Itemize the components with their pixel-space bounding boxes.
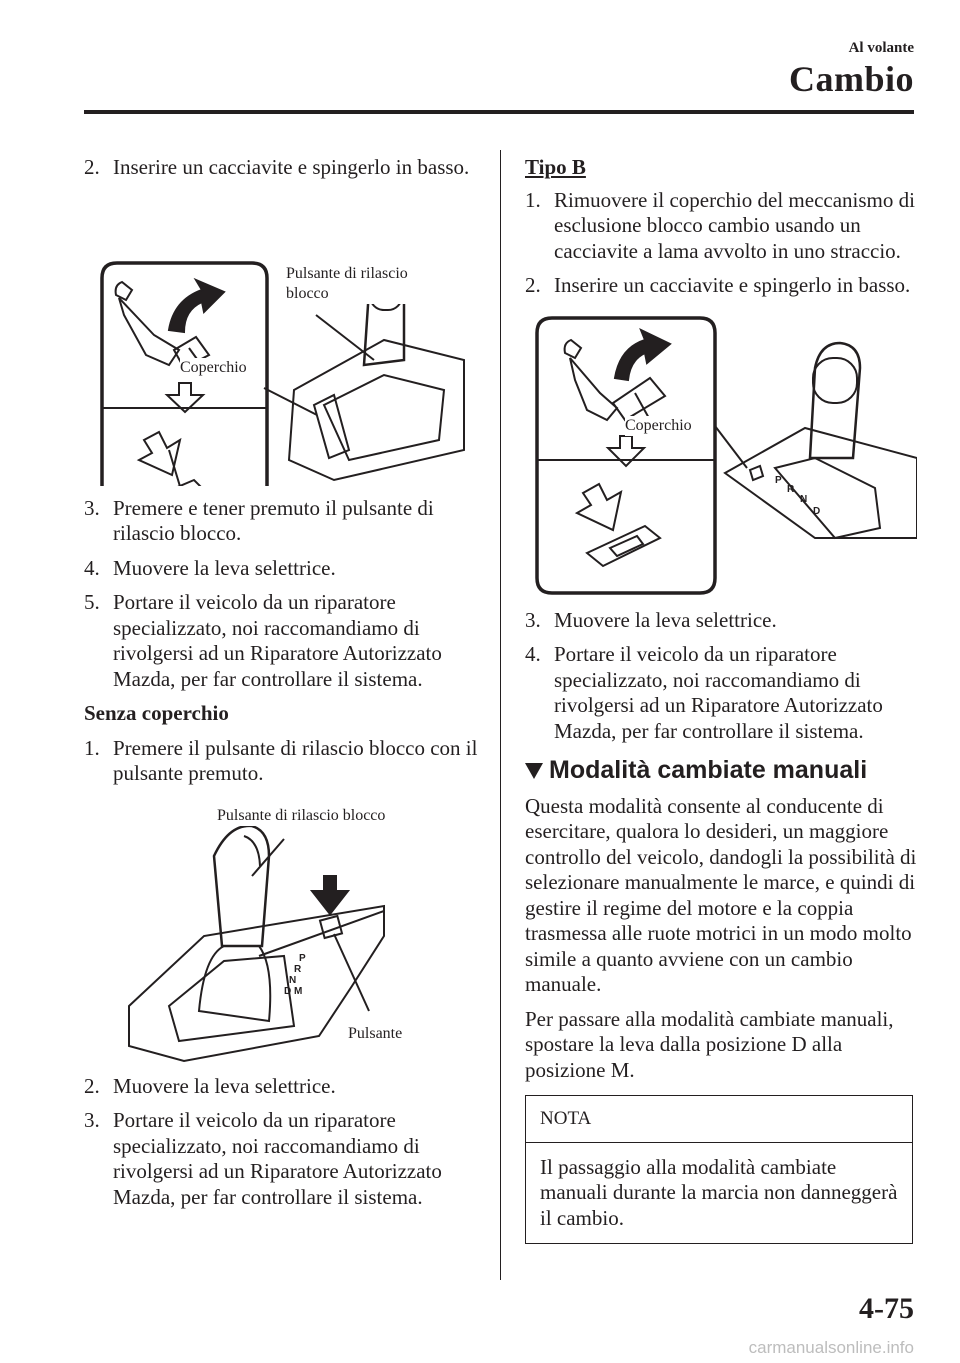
svg-text:N: N — [289, 974, 297, 986]
step-5-service — [84, 590, 480, 692]
step-number: 2. — [84, 1073, 100, 1098]
step-text: Muovere la leva selettrice. — [113, 1073, 336, 1098]
step-4-move-lever — [84, 556, 480, 582]
step-text: Portare il veicolo da un riparatore specializzato, noi raccomandiamo di rivolgersi ad un Riparatore Autorizzato Mazda, per far controllare il sistema. — [113, 1108, 442, 1209]
step-text: Muovere la leva selettrice. — [113, 555, 336, 580]
note-text: Il passaggio alla modalità cambiate manuali durante la marcia non danneggerà il cambio. — [540, 1154, 898, 1230]
step-number: 3. — [84, 495, 100, 520]
step-text: Portare il veicolo da un riparatore specializzato, noi raccomandiamo di rivolgersi ad un Riparatore Autorizzato Mazda, per far controllare il sistema. — [554, 642, 883, 743]
step-number: 3. — [84, 1108, 100, 1132]
step-number: 5. — [84, 590, 100, 614]
section-title: Modalità cambiate manuali — [549, 756, 868, 784]
figure-tipo-b-cover — [525, 308, 917, 598]
label-cover-tipo-b: Coperchio — [625, 416, 692, 434]
svg-text:R: R — [294, 963, 302, 975]
svg-text:P: P — [299, 952, 306, 964]
section-heading-manual-mode — [525, 758, 917, 784]
figure-shift-lock-cover — [84, 190, 480, 486]
figure-release-button — [84, 796, 480, 1064]
senza-step-2 — [84, 1074, 480, 1100]
step-number: 4. — [84, 555, 100, 580]
step-text: Inserire un cacciavite e spingerlo in basso. — [554, 273, 911, 297]
watermark: carmanualsonline.info — [748, 1338, 914, 1357]
step-2-insert-screwdriver — [84, 155, 480, 181]
step-3-press-release — [84, 496, 480, 547]
step-text: Portare il veicolo da un riparatore specializzato, noi raccomandiamo di rivolgersi ad un Riparatore Autorizzato Mazda, per far controllare il sistema. — [113, 590, 442, 691]
subheading-senza-coperchio: Senza coperchio — [84, 701, 229, 725]
label-release-button: Pulsante di rilascio blocco — [286, 264, 408, 302]
label-button: Pulsante — [348, 1024, 403, 1042]
header-rule — [84, 110, 914, 114]
step-text: Premere e tener premuto il pulsante di rilascio blocco. — [113, 495, 434, 545]
page-number: 4-75 — [859, 1292, 914, 1325]
step-text: Premere il pulsante di rilascio blocco con il pulsante premuto. — [113, 735, 478, 785]
header-section: Al volante — [848, 40, 914, 56]
subheading-tipo-b: Tipo B — [525, 155, 586, 179]
step-number: 3. — [525, 607, 541, 632]
step-number: 2. — [84, 155, 100, 179]
triangle-bullet-icon — [525, 763, 543, 779]
step-number: 1. — [525, 187, 541, 212]
label-cover: Coperchio — [180, 358, 247, 376]
column-divider — [500, 150, 501, 1280]
svg-text:N: N — [800, 493, 808, 505]
svg-text:P: P — [775, 474, 782, 486]
shift-lock-illustration — [84, 190, 480, 486]
senza-step-1 — [84, 736, 480, 787]
release-button-illustration — [84, 796, 480, 1064]
right-column — [525, 155, 917, 1244]
step-number: 2. — [525, 273, 541, 297]
svg-text:D: D — [813, 505, 821, 517]
step-text: Muovere la leva selettrice. — [554, 607, 777, 632]
step-number: 1. — [84, 735, 100, 760]
tipo-b-step-2 — [525, 273, 917, 299]
note-title: NOTA — [526, 1096, 912, 1143]
step-text: Rimuovere il coperchio del meccanismo di esclusione blocco cambio usando un cacciavite a lama avvolto in uno straccio. — [554, 187, 915, 263]
manual-mode-instruction: Per passare alla modalità cambiate manuali, spostare la leva dalla posizione D alla posizione M. — [525, 1006, 894, 1082]
tipo-b-step-3 — [525, 608, 917, 634]
manual-mode-description: Questa modalità consente al conducente di esercitare, qualora lo desideri, un maggiore controllo del veicolo, dandogli la possibilità di selezionare manualmente le marce, e quindi di gestire il regime del motore e la coppia trasmessa alle ruote motrici in un modo molto simile a quanto avviene con un cambio manuale. — [525, 793, 917, 996]
tipo-b-illustration — [525, 308, 917, 598]
tipo-b-step-4 — [525, 642, 917, 744]
svg-text:D M: D M — [284, 985, 303, 997]
label-release-button-2: Pulsante di rilascio blocco — [217, 806, 386, 824]
note-box — [525, 1095, 913, 1244]
senza-step-3 — [84, 1108, 480, 1210]
step-number: 4. — [525, 642, 541, 666]
step-text: Inserire un cacciavite e spingerlo in basso. — [113, 155, 470, 179]
page-title: Cambio — [788, 59, 914, 99]
tipo-b-step-1 — [525, 188, 917, 265]
svg-text:R: R — [787, 483, 795, 495]
left-column — [84, 155, 480, 1219]
